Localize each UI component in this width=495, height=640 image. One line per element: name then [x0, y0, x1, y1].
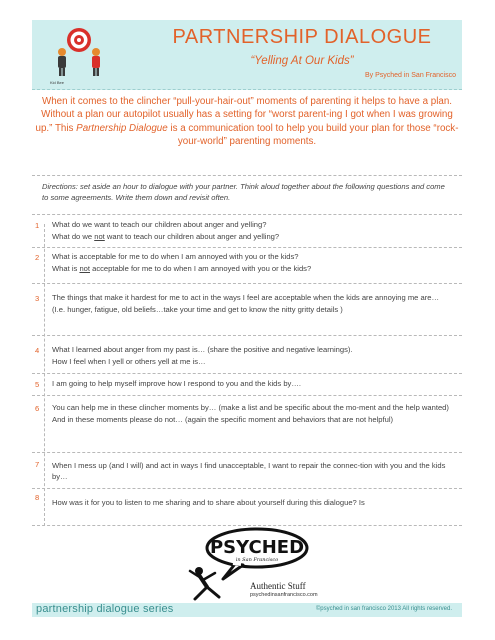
footer-band	[32, 603, 462, 617]
question-line: What is not acceptable for me to do when I am annoyed with you or the kids?	[52, 264, 312, 273]
question-number: 2	[35, 253, 40, 262]
question-item	[52, 378, 462, 389]
page-title: PARTNERSHIP DIALOGUE	[172, 26, 432, 48]
question-item	[52, 292, 462, 315]
question-line: How I feel when I yell or others yell at me is…	[52, 357, 206, 366]
brand-name: PSYCHED	[209, 537, 305, 558]
question-number: 1	[35, 221, 40, 230]
question-line: What do we want to teach our children about anger and yelling?	[52, 220, 267, 229]
number-column-divider	[44, 224, 45, 526]
question-item	[52, 497, 462, 508]
question-line: I am going to help myself improve how I respond to you and the kids by….	[52, 379, 302, 388]
question-line: What I learned about anger from my past is… (share the positive and negative learnings).	[52, 345, 353, 354]
intro-text-1: When it comes to the clincher “pull-your-hair-out” moments of parenting it helps to have a plan. Without a plan our autopilot usually has a setting for “worst parent-ing I got when I was growing up.” This	[35, 96, 453, 134]
question-number: 6	[35, 404, 40, 413]
question-number: 4	[35, 346, 40, 355]
kids-target-illustration	[44, 24, 114, 86]
divider	[32, 452, 462, 453]
question-number: 7	[35, 460, 40, 469]
question-item	[52, 402, 462, 425]
divider	[32, 175, 462, 176]
question-item	[52, 344, 462, 367]
divider	[32, 335, 462, 336]
divider	[32, 214, 462, 215]
question-item	[52, 219, 462, 242]
footer-series: partnership dialogue series	[36, 603, 174, 615]
directions-text: Directions: set aside an hour to dialogue with your partner. Think aloud together about the following questions and come to some agreements. Write them down and revisit often.	[42, 182, 445, 202]
brand-url: psychedinsanfrancisco.com	[250, 592, 318, 598]
brand-tagline: Authentic Stuff	[250, 581, 306, 591]
question-line: And in these moments please do not… (again the specific moment and behaviors that are not helpful)	[52, 415, 394, 424]
question-number: 5	[35, 380, 40, 389]
byline: By Psyched in San Francisco	[364, 72, 456, 79]
intro-emphasis: Partnership Dialogue	[76, 122, 168, 134]
page-subtitle: “Yelling At Our Kids”	[250, 55, 354, 67]
question-line: You can help me in these clincher moments by… (make a list and be specific about the mo-ment and the help wanted)	[52, 403, 449, 412]
question-item	[52, 251, 462, 274]
question-line: What is acceptable for me to do when I am annoyed with you or the kids?	[52, 252, 299, 261]
logo-caption: Kid Bee	[50, 80, 65, 85]
footer-copyright: ©psyched in san francisco 2013 All rights reserved.	[315, 606, 452, 612]
divider	[32, 395, 462, 396]
question-number: 8	[35, 493, 40, 502]
jumping-figure	[190, 567, 219, 599]
intro-paragraph	[32, 95, 462, 149]
brand-location: in San Francisco	[235, 557, 279, 563]
divider	[32, 283, 462, 284]
intro-text-2: is a communication tool to help you build your plan for those “rock-your-world” parenting moments.	[167, 122, 459, 148]
question-line: When I mess up (and I will) and act in ways I find unacceptable, I want to repair the connec-tion with you and the kids by…	[52, 461, 446, 481]
question-number: 3	[35, 294, 40, 303]
question-line: How was it for you to listen to me sharing and to share about yourself during this dialogue? Is	[52, 498, 365, 507]
divider	[32, 488, 462, 489]
question-line: (I.e. hunger, fatigue, old beliefs…take your time and get to know the nitty gritty details )	[52, 305, 343, 314]
question-line: The things that make it hardest for me to act in the ways I feel are acceptable when the kids are annoying me are…	[52, 293, 440, 302]
question-line: What do we not want to teach our children about anger and yelling?	[52, 232, 280, 241]
divider	[32, 525, 462, 526]
divider	[32, 373, 462, 374]
question-item	[52, 460, 462, 482]
header-banner	[32, 20, 462, 90]
divider	[32, 247, 462, 248]
